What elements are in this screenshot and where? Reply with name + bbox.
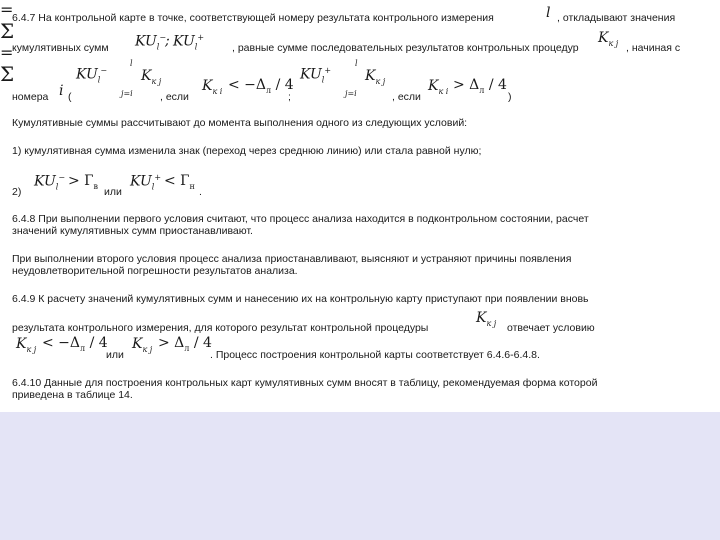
sup: + [154,173,162,182]
div: / 4 [275,77,294,93]
if1: , если [160,91,189,103]
or-649: или [106,349,124,361]
sub: к j [608,38,619,48]
sub: l [97,75,101,85]
div: / 4 [89,335,108,351]
section-647-line2-end: , начиная с [626,42,681,54]
condition-2-num: 2) [12,186,22,198]
ku-plus [173,33,204,51]
sub: л [266,85,272,95]
ku-text: KU [173,33,195,50]
cond2-649 [158,335,212,353]
ku-text: KU [130,173,152,190]
sub: л [80,343,86,353]
cond2-end: . [199,186,202,198]
k-kj-649-cond2 [132,336,152,354]
second-cond-line1: При выполнении второго условия процесс анализа приостанавливают, выясняют и устраняют причины появления [12,253,572,265]
section-647-line2-start: кумулятивных сумм [12,42,109,54]
k: K [16,336,27,352]
if2: , если [392,91,421,103]
sup: + [197,33,205,42]
k: K [476,310,487,326]
second-cond-line2: неудовлетворительной погрешности результатов анализа. [12,265,298,277]
k-kj-649-cond1 [16,336,36,354]
cond-text: < −Δ [228,77,267,93]
var-i: i [59,83,64,99]
section-647-line2-mid: , равные сумме последовательных результатов контрольных процедур [232,42,579,54]
cond-text: > Δ [453,77,480,93]
eq2: = [0,43,14,62]
sub: l [194,42,198,52]
k: K [141,68,152,84]
section-648-line1: 6.4.8 При выполнении первого условия считают, что процесс анализа находится в подконтрольном состоянии, расчет [12,213,589,225]
cond2-gt [68,173,98,191]
footer-band [0,412,720,540]
ku-plus-2 [300,66,331,84]
ku-text: KU [34,173,56,190]
k-kj [598,30,618,48]
sub: к i [438,86,449,96]
k-kj-1 [141,68,161,86]
k: K [428,78,439,94]
sub: к j [142,344,153,354]
sub: l [55,182,59,192]
k: K [132,336,143,352]
cond-text: > Δ [158,335,185,351]
paren-open: ( [68,91,72,103]
sub: l [156,42,160,52]
ku-text: KU [300,66,322,83]
k-ki-1 [202,78,222,96]
sub: л [479,85,485,95]
ku-text: KU [76,66,98,83]
div: / 4 [193,335,212,351]
sup: + [324,66,332,75]
k-kj-649 [476,310,496,328]
sub: l [321,75,325,85]
cond1 [228,77,294,95]
cumul-note: Кумулятивные суммы рассчитывают до момента выполнения одного из следующих условий: [12,117,468,129]
cond2-lt [164,173,195,191]
sup: − [58,173,66,182]
sub: н [189,181,195,191]
sup: − [100,66,108,75]
sub: в [93,181,98,191]
sub: к j [486,318,497,328]
sum2-bottom: j=i [345,89,357,98]
k-kj-2 [365,68,385,86]
section-649-line3-end: . Процесс построения контрольной карты соответствует 6.4.6-6.4.8. [210,349,540,361]
sub: к j [26,344,37,354]
cond2-or: или [104,186,122,198]
k: K [598,30,609,46]
cond2-ku-plus [130,173,161,191]
section-649-line2-end: отвечает условию [507,322,595,334]
paren-close: ) [508,91,512,103]
cond2-ku-minus [34,173,65,191]
ku-minus-2 [76,66,107,84]
sum1-bottom: j=i [121,89,133,98]
lt-text: < Г [164,173,190,189]
sub: к i [212,86,223,96]
sub: к j [151,76,162,86]
cond2 [453,77,507,95]
section-6410-line2: приведена в таблице 14. [12,389,133,401]
section-647-line1-end: , откладывают значения [557,12,676,24]
cond1-649 [42,335,108,353]
semicolon: ; [288,91,291,103]
section-649-line1: 6.4.9 К расчету значений кумулятивных сумм и нанесению их на контрольную карту приступают при появлении вновь [12,293,589,305]
ku-plus-paren: ; [165,33,170,49]
sub: л [184,343,190,353]
k: K [202,78,213,94]
ku-minus [135,33,166,51]
sum1-top: l [130,59,133,68]
k-ki-2 [428,78,448,96]
div: / 4 [488,77,507,93]
section-647-line1 [12,12,494,24]
sup: − [159,33,167,42]
sub: к j [375,76,386,86]
cond-text: < −Δ [42,335,81,351]
eq1: = [0,0,14,19]
section-648-line2: значений кумулятивных сумм приостанавливают. [12,225,253,237]
sum1: Σ [0,19,15,43]
condition-1: 1) кумулятивная сумма изменила знак (переход через среднюю линию) или стала равной нулю; [12,145,482,157]
sub: l [151,182,155,192]
section-647-line3-start: номера [12,91,49,103]
k: K [365,68,376,84]
sum2-top: l [355,59,358,68]
var-l: l [546,5,551,21]
text: 6.4.7 На контрольной карте в точке, соответствующей номеру результата контрольного измерения [12,12,494,24]
section-649-line2: результата контрольного измерения, для которого результат контрольной процедуры [12,322,429,334]
ku-text: KU [135,33,157,50]
sum2: Σ [0,62,15,86]
section-6410-line1: 6.4.10 Данные для построения контрольных карт кумулятивных сумм вносят в таблицу, рекомендуемая форма которой [12,377,598,389]
gt-text: > Г [68,173,94,189]
